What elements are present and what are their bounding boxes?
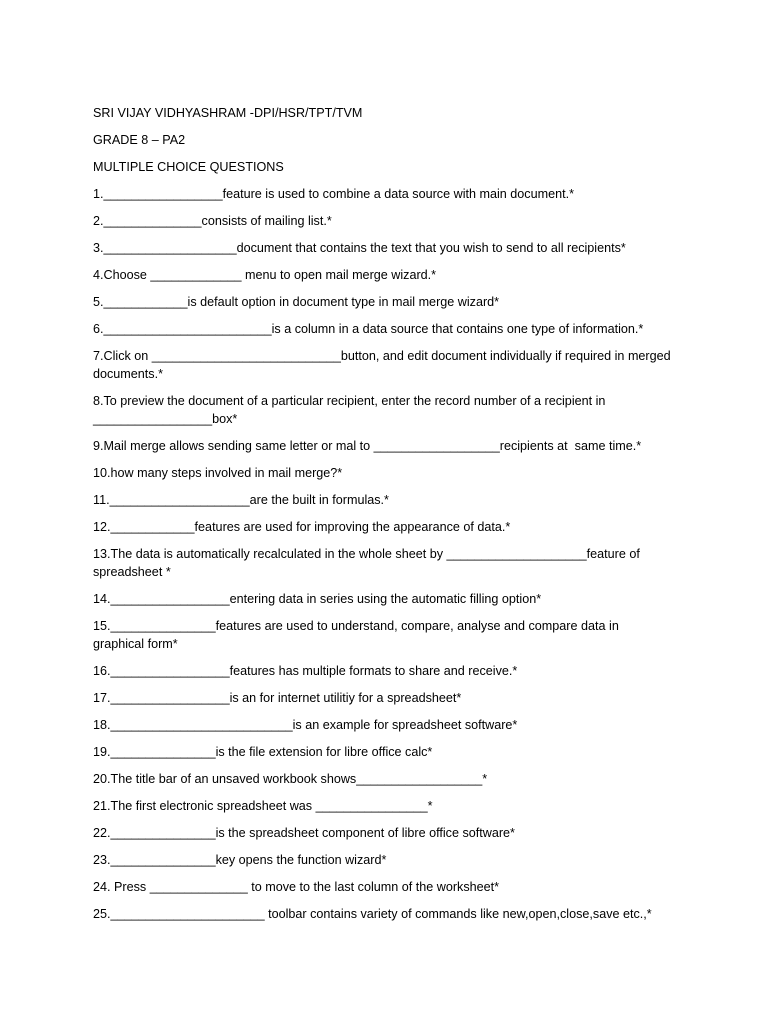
question-2: 2.______________consists of mailing list.* bbox=[93, 214, 332, 228]
question-15: 15._______________features are used to understand, compare, analyse and compare data in graphical form* bbox=[93, 619, 623, 651]
question-5: 5.____________is default option in document type in mail merge wizard* bbox=[93, 295, 500, 309]
question-13: 13.The data is automatically recalculated in the whole sheet by ____________________feature of spreadsheet * bbox=[93, 547, 644, 579]
question-20: 20.The title bar of an unsaved workbook shows__________________* bbox=[93, 772, 488, 786]
question-12: 12.____________features are used for improving the appearance of data.* bbox=[93, 520, 511, 534]
question-22: 22._______________is the spreadsheet component of libre office software* bbox=[93, 826, 515, 840]
question-21: 21.The first electronic spreadsheet was ________________* bbox=[93, 799, 433, 813]
question-3: 3.___________________document that contains the text that you wish to send to all recipients* bbox=[93, 241, 626, 255]
question-6: 6.________________________is a column in a data source that contains one type of information.* bbox=[93, 322, 644, 336]
question-25: 25.______________________ toolbar contains variety of commands like new,open,close,save etc.,* bbox=[93, 907, 652, 921]
question-7: 7.Click on ___________________________button, and edit document individually if required in merged documents.* bbox=[93, 349, 675, 381]
question-19: 19._______________is the file extension for libre office calc* bbox=[93, 745, 433, 759]
question-17: 17._________________is an for internet utilitiy for a spreadsheet* bbox=[93, 691, 462, 705]
question-10: 10.how many steps involved in mail merge?* bbox=[93, 466, 343, 480]
question-8: 8.To preview the document of a particular recipient, enter the record number of a recipient in _________________box* bbox=[93, 394, 609, 426]
question-9: 9.Mail merge allows sending same letter or mal to __________________recipients at same time.* bbox=[93, 439, 642, 453]
question-16: 16._________________features has multiple formats to share and receive.* bbox=[93, 664, 518, 678]
document-page bbox=[93, 104, 673, 932]
question-1: 1._________________feature is used to combine a data source with main document.* bbox=[93, 187, 574, 201]
grade-heading: GRADE 8 – PA2 bbox=[93, 133, 186, 147]
question-11: 11.____________________are the built in formulas.* bbox=[93, 493, 389, 507]
school-name: SRI VIJAY VIDHYASHRAM -DPI/HSR/TPT/TVM bbox=[93, 106, 363, 120]
question-18: 18.__________________________is an example for spreadsheet software* bbox=[93, 718, 518, 732]
section-title: MULTIPLE CHOICE QUESTIONS bbox=[93, 160, 284, 174]
question-4: 4.Choose _____________ menu to open mail merge wizard.* bbox=[93, 268, 437, 282]
question-23: 23._______________key opens the function wizard* bbox=[93, 853, 387, 867]
question-24: 24. Press ______________ to move to the last column of the worksheet* bbox=[93, 880, 500, 894]
question-14: 14._________________entering data in series using the automatic filling option* bbox=[93, 592, 542, 606]
